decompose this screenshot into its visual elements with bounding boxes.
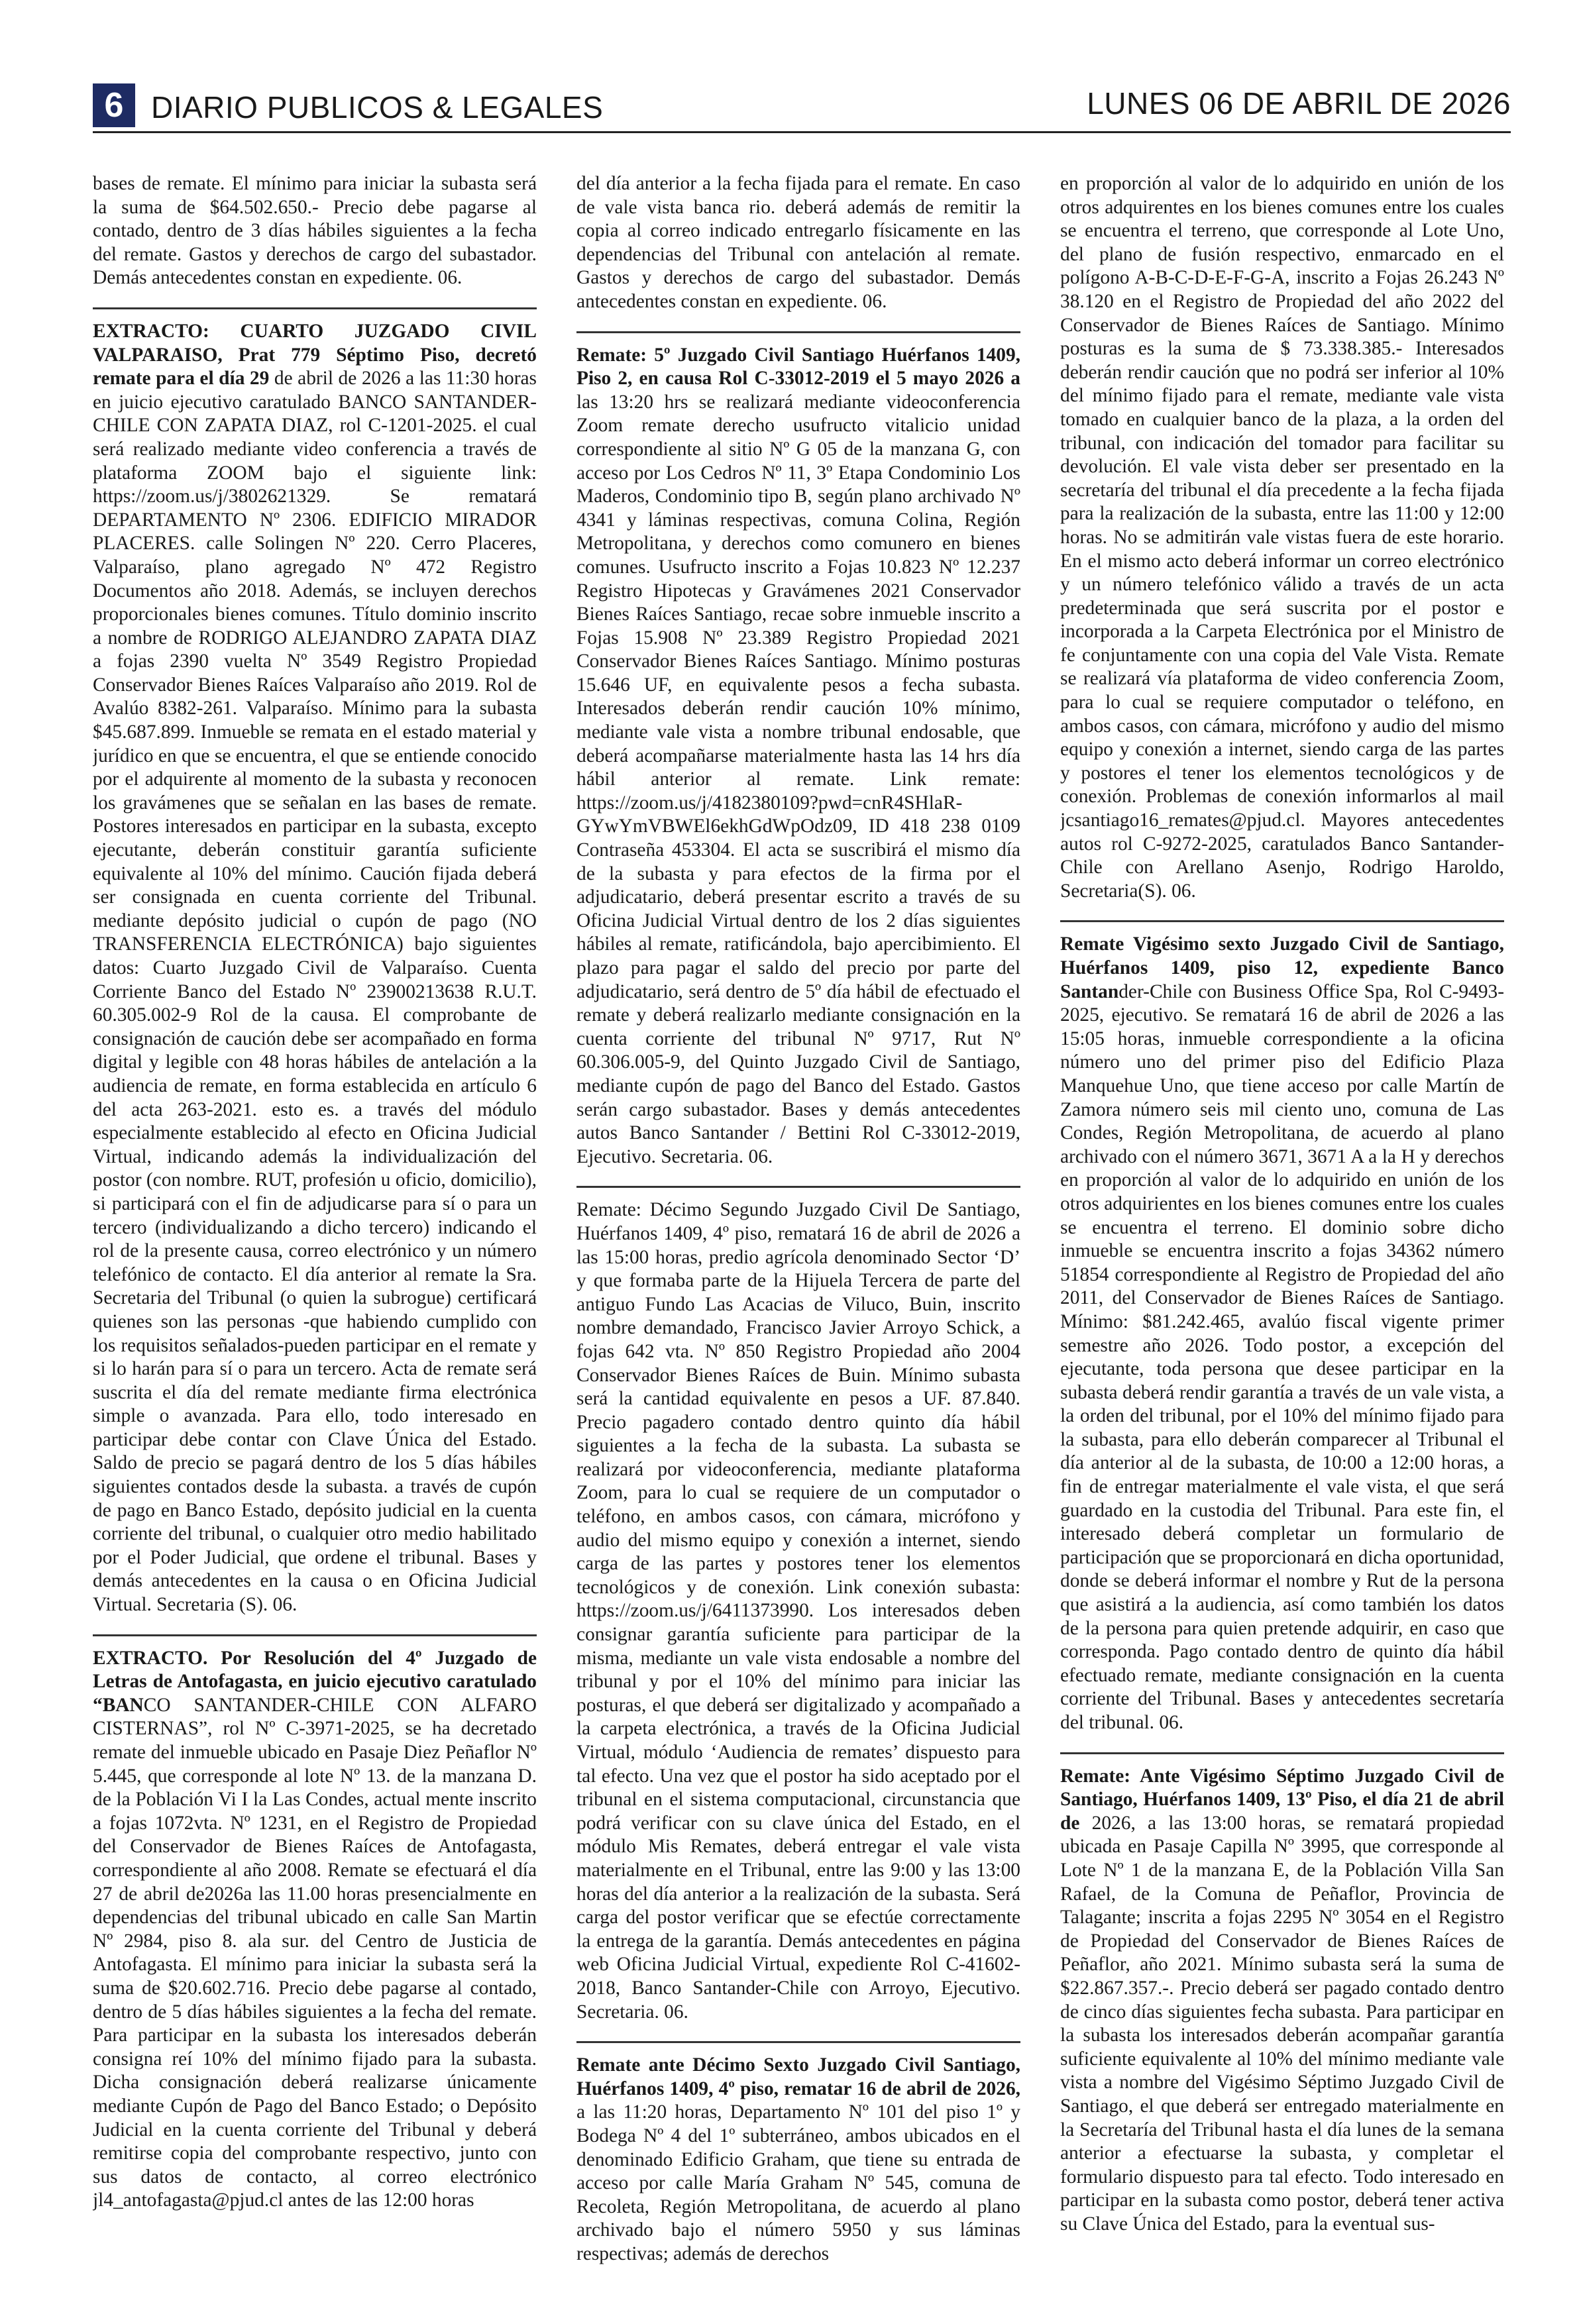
publication-date: LUNES 06 DE ABRIL DE 2026 — [1087, 86, 1511, 121]
notice-lead: Remate: Ante Vigésimo Séptimo Juzgado Civil de Santiago, Huérfanos 1409, 13º Piso, el día 21 de abril de — [1060, 1765, 1504, 1834]
notice-lead: Remate Vigésimo sexto Juzgado Civil de Santiago, Huérfanos 1409, piso 12, expediente Banco Santan — [1060, 933, 1504, 1002]
notice-body: 2026, a las 13:00 horas, se rematará propiedad ubicada en Pasaje Capilla Nº 3995, que corresponde al Lote Nº 1 de la manzana E, de la Población Villa San Rafael, de la Comuna de Peñaflor, Provincia de Talagante; inscrita a fojas 2295 Nº 3054 en el Registro de Propiedad del Conservador de Bienes Raíces de Peñaflor, año 2021. Mínimo subasta será la suma de $22.867.357.-. Precio deberá ser pagado contado dentro de cinco días siguientes fecha subasta. Para participar en la subasta los interesados deberán acompañar garantía suficiente equivalente al 10% del mínimo mediante vale vista a nombre del Vigésimo Séptimo Juzgado Civil de Santiago, el que deberá ser entregado materialmente en la Secretaría del Tribunal hasta el día lunes de la semana anterior a efectuarse la subasta, y completar el formulario dispuesto para tal efecto. Todo interesado en participar en la subasta como postor, deberá tener activa su Clave Única del Estado, para la eventual sus- — [1060, 1812, 1504, 2235]
notice-body: de abril de 2026 a las 11:30 horas en juicio ejecutivo caratulado BANCO SANTANDER-CHILE CON ZAPATA DIAZ, rol C-1201-2025. el cual será realizado mediante video conferencia a través de plataforma ZOOM bajo el siguiente link: https://zoom.us/j/3802621329. Se rematará DEPARTAMENTO Nº 2306. EDIFICIO MIRADOR PLACERES. calle Solingen Nº 220. Cerro Placeres, Valparaíso, plano agregado Nº 472 Registro Documentos año 2018. Además, se incluyen derechos proporcionales bienes comunes. Título dominio inscrito a nombre de RODRIGO ALEJANDRO ZAPATA DIAZ a fojas 2390 vuelta Nº 3549 Registro Propiedad Conservador Bienes Raíces Valparaíso año 2019. Rol de Avalúo 8382-261. Valparaíso. Mínimo para la subasta $45.687.899. Inmueble se remata en el estado material y jurídico en que se encuentra, el que se entiende conocido por el adquirente al momento de la subasta y reconocen los gravámenes que se señalan en las bases de remate. Postores interesados en participar en la subasta, excepto ejecutante, deberán constituir garantía suficiente equivalente al 10% del mínimo. Caución fijada deberá ser consignada en cuenta corriente del Tribunal. mediante depósito judicial o cupón de pago (NO TRANSFERENCIA ELECTRÓNICA) bajo siguientes datos: Cuarto Juzgado Civil de Valparaíso. Cuenta Corriente Banco del Estado Nº 23900213638 R.U.T. 60.305.002-9 Rol de la causa. El comprobante de consignación de caución debe ser acompañado en forma digital y legible con 48 horas hábiles de antelación a la audiencia de remate, en forma establecida en artículo 6 del acta 263-2021. esto es. a través del módulo especialmente establecido al efecto en Oficina Judicial Virtual, indicando además la individualización del postor (con nombre. RUT, profesión u oficio, domicilio), si participará con el fin de adjudicarse para sí o para un tercero (individualizando a dicho tercero) indicando el rol de la presente causa, correo electrónico y un número telefónico de contacto. El día anterior al remate la Sra. Secretaria del Tribunal (o quien la subrogue) certificará quienes son las personas -que habiendo cumplido con los requisitos señalados-pueden participar en el remate y si lo harán para sí o para un tercero. Acta de remate será suscrita el día del remate mediante firma electrónica simple o avanzada. Para ello, todo interesado en participar debe contar con Clave Única del Estado. Saldo de precio se pagará dentro de los 5 días hábiles siguientes contados desde la subasta. a través de cupón de pago en Banco Estado, depósito judicial en la cuenta corriente del tribunal, o cualquier otro medio habilitado por el Poder Judicial, que ordene el tribunal. Bases y demás antecedentes en la causa o en Oficina Judicial Virtual. Secretaria (S). 06. — [93, 368, 537, 1616]
notice-body: las 13:20 hrs se realizará mediante videoconferencia Zoom remate derecho usufructo vitalicio unidad correspondiente al sitio Nº G 05 de la manzana G, con acceso por Los Cedros Nº 11, 3º Etapa Condominio Los Maderos, Condominio tipo B, según plano archivado Nº 4341 y láminas respectivas, comuna Colina, Región Metropolitana, y derechos como comunero en bienes comunes. Usufructo inscrito a Fojas 10.823 Nº 12.237 Registro Hipotecas y Gravámenes 2021 Conservador Bienes Raíces Santiago, recae sobre inmueble inscrito a Fojas 15.908 Nº 23.389 Registro Propiedad 2021 Conservador Bienes Raíces Santiago. Mínimo posturas 15.646 UF, en equivalente pesos a fecha subasta. Interesados deberán rendir caución 10% mínimo, mediante vale vista a nombre tribunal endosable, que deberá acompañarse materialmente hasta las 14 hrs día hábil anterior al remate. Link remate: https://zoom.us/j/4182380109?pwd=cnR4SHlaR-GYwYmVBWEl6ekhGdWpOdz09, ID 418 238 0109 Contraseña 453304. El acta se suscribirá el mismo día de la subasta y para efectos de la firma por el adjudicatario, deberá presentar escrito a través de su Oficina Judicial Virtual dentro de los 2 días siguientes hábiles al remate, ratificándola, bajo apercibimiento. El plazo para pagar el saldo del precio por parte del adjudicatario, será dentro de 5º día hábil de efectuado el remate y deberá realizarlo mediante consignación en la cuenta corriente del tribunal Nº 9717, Rut Nº 60.306.005-9, del Quinto Juzgado Civil de Santiago, mediante cupón de pago del Banco del Estado. Gastos serán cargo subastador. Bases y demás antecedentes autos Banco Santander / Bettini Rol C-33012-2019, Ejecutivo. Secretaria. 06. — [576, 391, 1020, 1167]
column-1 — [93, 172, 537, 2279]
notice-body: Remate: Décimo Segundo Juzgado Civil De Santiago, Huérfanos 1409, 4º piso, rematará 16 de abril de 2026 a las 15:00 horas, predio agrícola denominado Sector ‘D’ y que formaba parte de la Hijuela Tercera de parte del antiguo Fundo Las Acacias de Viluco, Buin, inscrito nombre demandado, Francisco Javier Arroyo Schick, a fojas 642 vta. Nº 850 Registro Propiedad año 2004 Conservador Bienes Raíces de Buin. Mínimo subasta será la cantidad equivalente en pesos a UF. 87.840. Precio pagadero contado dentro quinto día hábil siguientes a la fecha de la subasta. La subasta se realizará por videoconferencia, mediante plataforma Zoom, para lo cual se requiere de un computador o teléfono, en ambos casos, con cámara, micrófono y audio del mismo equipo y conexión a internet, siendo carga de las partes y postores tener los elementos tecnológicos y de conexión. Link conexión subasta: https://zoom.us/j/6411373990. Los interesados deben consignar garantía suficiente para participar de la misma, mediante un vale vista endosable a nombre del tribunal y por el 10% del mínimo para iniciar las posturas, el que deberá ser digitalizado y acompañado a la carpeta electrónica, a través de la Oficina Judicial Virtual, módulo ‘Audiencia de remates’ dispuesto para tal efecto. Una vez que el postor ha sido aceptado por el tribunal en el sistema computacional, circunstancia que podrá verificar con su clave única del Estado, en el módulo Mis Remates, deberá entregar el vale vista materialmente en el Tribunal, entre las 9:00 y las 13:00 horas del día anterior a la realización de la subasta. Será carga del postor verificar que se efectúe correctamente la entrega de la garantía. Demás antecedentes en página web Oficina Judicial Virtual, expediente Rol C-41602-2018, Banco Santander-Chile con Arroyo, Ejecutivo. Secretaria. 06. — [576, 1199, 1020, 2023]
notice-body: bases de remate. El mínimo para iniciar la subasta será la suma de $64.502.650.- Precio debe pagarse al contado, dentro de 3 días hábiles siguientes a la fecha del remate. Gastos y derechos de cargo del subastador. Demás antecedentes constan en expediente. 06. — [93, 173, 537, 289]
notice-body: der-Chile con Business Office Spa, Rol C-9493-2025, ejecutivo. Se rematará 16 de abril de 2026 a las 15:05 horas, inmueble correspondiente a la oficina número uno del primer piso del Edificio Plaza Manquehue Uno, que tiene acceso por calle Martín de Zamora número seis mil ciento uno, comuna de Las Condes, Región Metropolitana, de acuerdo al plano archivado con el número 3671, 3671 A a la H y derechos en proporción al valor de lo adquirido en unión de los otros adquirientes en los bienes comunes entre los cuales se encuentra el terreno. El dominio sobre dicho inmueble se encuentra inscrito a fojas 34362 número 51854 correspondiente al Registro de Propiedad del año 2011, del Conservador de Bienes Raíces de Santiago. Mínimo: $81.242.465, avalúo fiscal vigente primer semestre año 2026. Todo postor, a excepción del ejecutante, toda persona que desee participar en la subasta deberá rendir garantía a través de un vale vista, a la orden del tribunal, por el 10% del mínimo fijado para la subasta, para ello deberán comparecer al Tribunal el día anterior al de la subasta, de 10:00 a 12:00 horas, a fin de entregar materialmente el vale vista, el que será guardado en la custodia del Tribunal. Para este fin, el interesado deberá completar un formulario de participación que se proporcionará en dicha oportunidad, donde se deberá informar el nombre y Rut de la persona que asistirá a la audiencia, así como también los datos de la persona para quien pretende adquirir, en caso que corresponda. Pago contado dentro de quinto día hábil efectuado remate, mediante consignación en la cuenta corriente del Tribunal. Bases y antecedentes secretaría del tribunal. 06. — [1060, 980, 1504, 1733]
column-3 — [1060, 172, 1504, 2279]
notice-lead: Remate ante Décimo Sexto Juzgado Civil Santiago, Huérfanos 1409, 4º piso, rematar 16 de abril de 2026, — [576, 2054, 1020, 2099]
notice-lead: EXTRACTO: CUARTO JUZGADO CIVIL VALPARAISO, Prat 779 Séptimo Piso, decretó remate para el día 29 — [93, 320, 537, 390]
notice-lead: EXTRACTO. Por Resolución del 4º Juzgado de Letras de Antofagasta, en juicio ejecutivo caratulado “BAN — [93, 1647, 537, 1716]
legal-notice — [1060, 920, 1504, 1746]
notice-body: CO SANTANDER-CHILE CON ALFARO CISTERNAS”, rol Nº C-3971-2025, se ha decretado remate del inmueble ubicado en Pasaje Diez Peñaflor Nº 5.445, que corresponde al lote Nº 13. de la manzana D. de la Población Vi I la Las Condes, actual mente inscrito a fojas 1072vta. Nº 1231, en el Registro de Propiedad del Conservador de Bienes Raíces de Antofagasta, correspondiente al año 2008. Remate se efectuará el día 27 de abril de2026a las 11.00 horas presencialmente en dependencias del tribunal ubicado en calle San Martin Nº 2984, piso 8. ala sur. del Centro de Justicia de Antofagasta. El mínimo para iniciar la subasta será la suma de $20.602.716. Precio debe pagarse al contado, dentro de 5 días hábiles siguientes a la fecha del remate. Para participar en la subasta los interesados deberán consigna reí 10% del mínimo fijado para la subasta. Dicha consignación deberá realizarse únicamente mediante Cupón de Pago del Banco Estado; o Depósito Judicial en la cuenta corriente del Tribunal y deberá remitirse copia del comprobante respectivo, junto con sus datos de contacto, al correo electrónico jl4_antofagasta@pjud.cl antes de las 12:00 horas — [93, 1694, 537, 2211]
legal-notice — [576, 2041, 1020, 2278]
legal-notice — [576, 1186, 1020, 2036]
notice-lead: Remate: 5º Juzgado Civil Santiago Huérfanos 1409, Piso 2, en causa Rol C-33012-2019 el 5 mayo 2026 a — [576, 344, 1020, 390]
legal-notice — [93, 307, 537, 1629]
publication-title: DIARIO PUBLICOS & LEGALES — [151, 90, 604, 125]
legal-notice — [93, 1634, 537, 2225]
notice-body: del día anterior a la fecha fijada para el remate. En caso de vale vista banca rio. deberá además de remitir la copia al correo indicado entregarlo físicamente en las dependencias del Tribunal con antelación al remate. Gastos y derechos de cargo del subastador. Demás antecedentes constan en expediente. 06. — [576, 173, 1020, 312]
column-2 — [576, 172, 1020, 2279]
notice-body: a las 11:20 horas, Departamento Nº 101 del piso 1º y Bodega Nº 4 del 1º subterráneo, ambos ubicados en el denominado Edificio Graham, que tiene su entrada de acceso por calle María Graham Nº 545, comuna de Recoleta, Región Metropolitana, de acuerdo al plano archivado bajo el número 5950 y sus láminas respectivas; además de derechos — [576, 2101, 1020, 2264]
legal-notice — [1060, 1752, 1504, 2248]
page-header — [93, 79, 1511, 133]
legal-notice — [576, 172, 1020, 326]
notice-body: en proporción al valor de lo adquirido en unión de los otros adquirentes en los bienes comunes entre los cuales se encuentra el terreno, que corresponde al Lote Uno, del plano de fusión respectivo, enmarcado en el polígono A-B-C-D-E-F-G-A, inscrito a Fojas 26.243 Nº 38.120 en el Registro de Propiedad del año 2022 del Conservador de Bienes Raíces de Santiago. Mínimo posturas es la suma de $ 73.338.385.- Interesados deberán rendir caución que no podrá ser inferior al 10% del mínimo fijado para el remate, mediante vale vista tomado en cualquier banco de la plaza, a la orden del tribunal, con indicación del tomador para facilitar su devolución. El vale vista deber ser presentado en la secretaría del tribunal el día precedente a la fecha fijada para la realización de la subasta, entre las 11:00 y 12:00 horas. No se admitirán vale vistas fuera de este horario. En el mismo acto deberá informar un correo electrónico y un número telefónico válido a través de un acta predeterminada que será suscrita por el postor e incorporada a la Carpeta Electrónica por el Ministro de fe conjuntamente con una copia del Vale Vista. Remate se realizará vía plataforma de video conferencia Zoom, para lo cual se requiere computador o teléfono, en ambos casos, con cámara, micrófono y audio del mismo equipo y conexión a internet, siendo carga de las partes y postores el tener los elementos tecnológicos y de conexión. Problemas de conexión informarlos al mail jcsantiago16_remates@pjud.cl. Mayores antecedentes autos rol C-9272-2025, caratulados Banco Santander-Chile con Arellano Asenjo, Rodrigo Haroldo, Secretaria(S). 06. — [1060, 173, 1504, 902]
legal-notice — [576, 331, 1020, 1181]
page-number: 6 — [93, 83, 135, 127]
legal-notice — [1060, 172, 1504, 915]
legal-notice — [93, 172, 537, 302]
